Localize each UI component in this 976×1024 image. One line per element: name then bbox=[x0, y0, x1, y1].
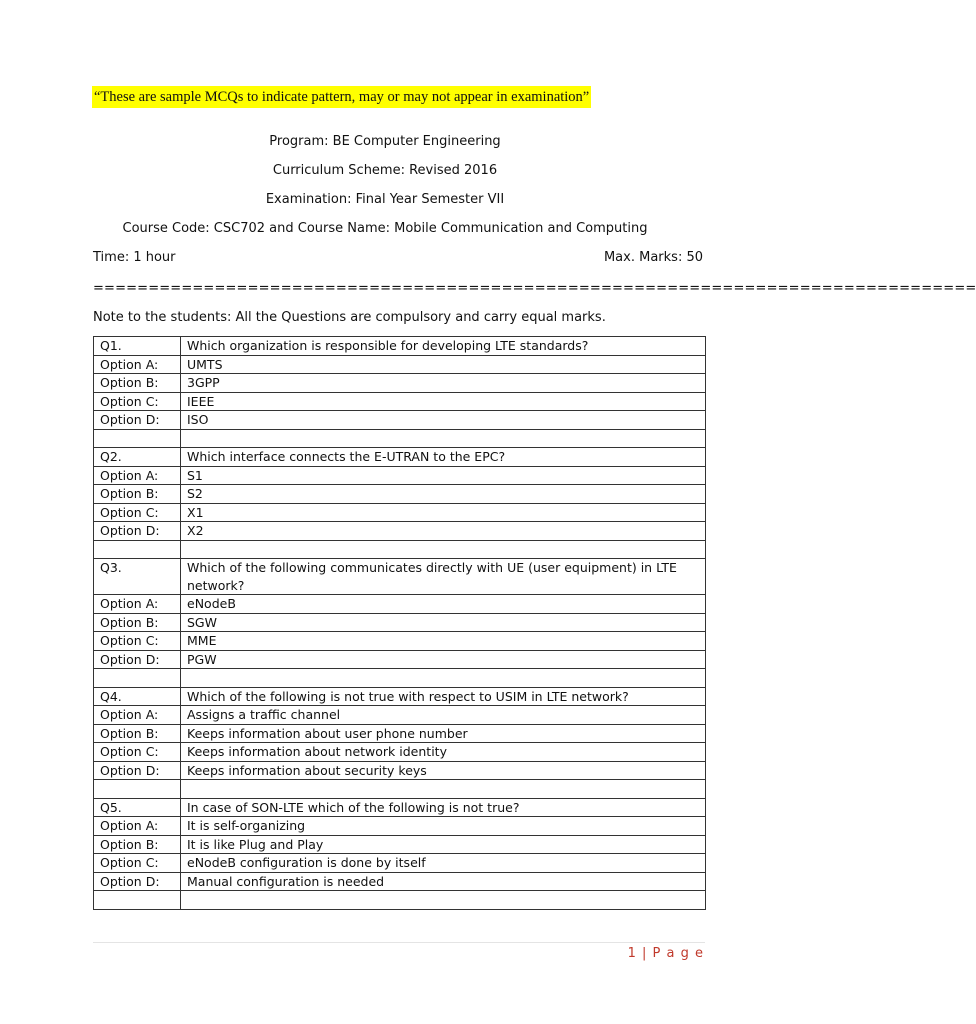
option-text: UMTS bbox=[181, 355, 706, 374]
option-row bbox=[94, 817, 706, 836]
mcq-table bbox=[93, 336, 706, 910]
question-number: Q4. bbox=[94, 687, 181, 706]
spacer-cell bbox=[181, 780, 706, 799]
course-line: Course Code: CSC702 and Course Name: Mobile Communication and Computing bbox=[122, 221, 648, 236]
option-label: Option B: bbox=[94, 613, 181, 632]
question-number: Q1. bbox=[94, 337, 181, 356]
spacer-row bbox=[94, 540, 706, 559]
question-text: Which organization is responsible for developing LTE standards? bbox=[181, 337, 706, 356]
option-label: Option C: bbox=[94, 854, 181, 873]
spacer-cell bbox=[94, 780, 181, 799]
option-label: Option A: bbox=[94, 817, 181, 836]
option-text: MME bbox=[181, 632, 706, 651]
spacer-row bbox=[94, 891, 706, 910]
question-row bbox=[94, 448, 706, 467]
option-text: ISO bbox=[181, 411, 706, 430]
scheme-line: Curriculum Scheme: Revised 2016 bbox=[272, 163, 498, 178]
option-label: Option B: bbox=[94, 374, 181, 393]
option-row bbox=[94, 650, 706, 669]
option-label: Option A: bbox=[94, 466, 181, 485]
option-text: SGW bbox=[181, 613, 706, 632]
question-text: Which of the following is not true with respect to USIM in LTE network? bbox=[181, 687, 706, 706]
time-marks-row bbox=[93, 250, 703, 265]
option-label: Option B: bbox=[94, 835, 181, 854]
question-number: Q3. bbox=[94, 559, 181, 595]
exam-line: Examination: Final Year Semester VII bbox=[265, 192, 505, 207]
option-label: Option A: bbox=[94, 595, 181, 614]
option-text: It is self-organizing bbox=[181, 817, 706, 836]
option-row bbox=[94, 503, 706, 522]
option-row bbox=[94, 835, 706, 854]
question-text: Which interface connects the E-UTRAN to the EPC? bbox=[181, 448, 706, 467]
sample-mcq-banner: “These are sample MCQs to indicate pattern, may or may not appear in examination” bbox=[92, 86, 591, 108]
spacer-cell bbox=[94, 669, 181, 688]
spacer-cell bbox=[94, 891, 181, 910]
option-text: Keeps information about security keys bbox=[181, 761, 706, 780]
option-row bbox=[94, 724, 706, 743]
option-row bbox=[94, 466, 706, 485]
option-text: S2 bbox=[181, 485, 706, 504]
spacer-row bbox=[94, 780, 706, 799]
option-row bbox=[94, 613, 706, 632]
option-label: Option A: bbox=[94, 706, 181, 725]
question-row bbox=[94, 687, 706, 706]
option-label: Option C: bbox=[94, 503, 181, 522]
question-text: Which of the following communicates directly with UE (user equipment) in LTE network? bbox=[181, 559, 706, 595]
program-line: Program: BE Computer Engineering bbox=[269, 134, 501, 149]
option-label: Option D: bbox=[94, 761, 181, 780]
option-label: Option D: bbox=[94, 872, 181, 891]
spacer-cell bbox=[181, 429, 706, 448]
spacer-row bbox=[94, 429, 706, 448]
option-text: Manual configuration is needed bbox=[181, 872, 706, 891]
spacer-row bbox=[94, 669, 706, 688]
option-row bbox=[94, 392, 706, 411]
student-note: Note to the students: All the Questions are compulsory and carry equal marks. bbox=[93, 310, 606, 325]
option-label: Option D: bbox=[94, 411, 181, 430]
question-row bbox=[94, 798, 706, 817]
question-number: Q2. bbox=[94, 448, 181, 467]
spacer-cell bbox=[181, 891, 706, 910]
option-row bbox=[94, 706, 706, 725]
option-row bbox=[94, 522, 706, 541]
option-label: Option D: bbox=[94, 522, 181, 541]
option-label: Option C: bbox=[94, 632, 181, 651]
question-text: In case of SON-LTE which of the following is not true? bbox=[181, 798, 706, 817]
option-label: Option A: bbox=[94, 355, 181, 374]
question-row bbox=[94, 337, 706, 356]
option-row bbox=[94, 411, 706, 430]
option-text: eNodeB configuration is done by itself bbox=[181, 854, 706, 873]
option-row bbox=[94, 632, 706, 651]
option-row bbox=[94, 485, 706, 504]
option-label: Option B: bbox=[94, 724, 181, 743]
question-row bbox=[94, 559, 706, 595]
spacer-cell bbox=[94, 540, 181, 559]
option-text: It is like Plug and Play bbox=[181, 835, 706, 854]
option-text: eNodeB bbox=[181, 595, 706, 614]
option-row bbox=[94, 595, 706, 614]
option-label: Option D: bbox=[94, 650, 181, 669]
max-marks-label: Max. Marks: 50 bbox=[603, 250, 703, 265]
option-text: Assigns a traffic channel bbox=[181, 706, 706, 725]
option-row bbox=[94, 355, 706, 374]
option-text: X1 bbox=[181, 503, 706, 522]
spacer-cell bbox=[181, 540, 706, 559]
option-label: Option C: bbox=[94, 392, 181, 411]
option-label: Option C: bbox=[94, 743, 181, 762]
option-row bbox=[94, 374, 706, 393]
option-text: X2 bbox=[181, 522, 706, 541]
spacer-cell bbox=[181, 669, 706, 688]
option-text: PGW bbox=[181, 650, 706, 669]
option-row bbox=[94, 761, 706, 780]
option-row bbox=[94, 854, 706, 873]
question-number: Q5. bbox=[94, 798, 181, 817]
option-row bbox=[94, 872, 706, 891]
page-number: 1 | P a g e bbox=[627, 946, 704, 961]
option-text: Keeps information about network identity bbox=[181, 743, 706, 762]
option-text: S1 bbox=[181, 466, 706, 485]
footer-divider bbox=[93, 942, 705, 943]
option-label: Option B: bbox=[94, 485, 181, 504]
spacer-cell bbox=[94, 429, 181, 448]
option-text: 3GPP bbox=[181, 374, 706, 393]
time-label: Time: 1 hour bbox=[93, 250, 176, 265]
separator-line: ================================================================================ bbox=[93, 281, 976, 296]
option-text: Keeps information about user phone number bbox=[181, 724, 706, 743]
option-text: IEEE bbox=[181, 392, 706, 411]
option-row bbox=[94, 743, 706, 762]
